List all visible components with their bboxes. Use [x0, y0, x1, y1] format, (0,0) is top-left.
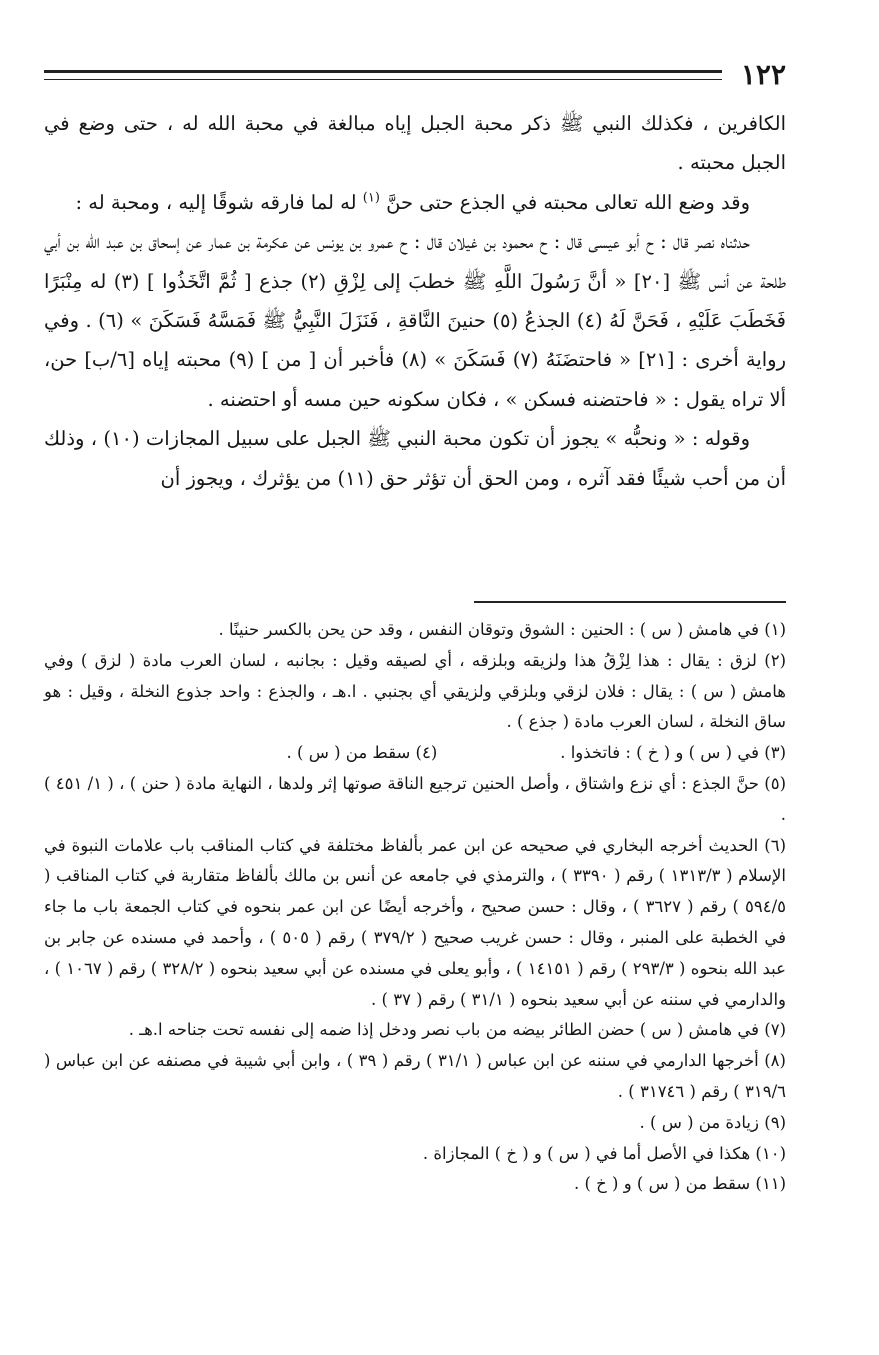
footnote-ref-1: (١) [362, 190, 380, 206]
footnote-10: (١٠) هكذا في الأصل أما في ( س ) و ( خ ) المجازاة . [422, 1143, 786, 1163]
footnote-5: (٥) حنَّ الجذع : أي نزع واشتاق ، وأصل الحنين ترجيع الناقة صوتها إثر ولدها ، النهاية مادة ( حنن ) ، ( ١/ ٤٥١ ) . [44, 773, 787, 824]
footnote-4: (٤) سقط من ( س ) . [286, 743, 438, 763]
page-number: ١٢٢ [740, 58, 786, 91]
footnote-2: (٢) لزق : يقال : هذا لِزْقُ هذا ولزيقه وبلزقه ، أي لصيقه وقيل : بجانبه ، لسان العرب مادة ( لزق ) وفي هامش ( س ) : يقال : فلان لزقي وبلزقي ولزيقي أي بجنبي . ا.هـ ، والجذع : واحد جذوع النخلة ، وقيل : هو ساق النخلة ، لسان العرب مادة ( جذع ) . [44, 650, 786, 732]
paragraph-2-text-b: له لما فارقه شوقًا إليه ، ومحبة له : [75, 190, 357, 214]
footnote-8: (٨) أخرجها الدارمي في سننه عن ابن عباس ( ٣١/١ ) رقم ( ٣٩ ) ، وابن أبي شيبة في مصنفه عن ابن عباس ( ٣١٩/٦ ) رقم ( ٣١٧٤٦ ) . [44, 1051, 786, 1101]
header-rule [44, 70, 722, 80]
footnote-row-3-4 [44, 738, 786, 769]
footnote-separator [474, 601, 786, 603]
main-text [44, 104, 786, 498]
paragraph-2-text-a: وقد وضع الله تعالى محبته في الجذع حتى حنَّ [386, 190, 750, 214]
page-header [44, 58, 786, 92]
footnote-9: (٩) زيادة من ( س ) . [639, 1112, 786, 1132]
paragraph-2 [44, 183, 786, 222]
footnote-1: (١) في هامش ( س ) : الحنين : الشوق وتوقان النفس ، وقد حن يحن بالكسر حنينًا . [218, 620, 786, 639]
paragraph-4: وقوله : « ونحبُّه » يجوز أن تكون محبة النبي ﷺ الجبل على سبيل المجازات (١٠) ، وذلك أن من أحب شيئًا فقد آثره ، ومن الحق أن تؤثر حق (١١) من يؤثرك ، ويجوز أن [44, 427, 786, 490]
footnote-11: (١١) سقط من ( س ) و ( خ ) . [573, 1174, 786, 1194]
footnote-6: (٦) الحديث أخرجه البخاري في صحيحه عن ابن عمر بألفاظ مختلفة في كتاب المناقب باب علامات النبوة في الإسلام ( ١٣١٣/٣ ) رقم ( ٣٣٩٠ ) ، والترمذي في جامعه عن أنس بن مالك بألفاظ متقاربة في كتاب المناقب ( ٥٩٤/٥ ) رقم ( ٣٦٢٧ ) ، وقال : حسن صحيح ، وأخرجه أيضًا عن ابن عمر بنحوه في كتاب الجمعة باب ما جاء في الخطبة على المنبر ، وقال : حسن غريب صحيح ( ٣٧٩/٢ ) رقم ( ٥٠٥ ) ، وأحمد في مسنده عن جابر بن عبد الله بنحوه ( ٢٩٣/٣ ) رقم ( ١٤١٥١ ) ، وأبو يعلى في مسنده عن أبي سعيد بنحوه ( ٣٢٨/٢ ) رقم ( ١٠٦٧ ) ، والدارمي في سننه عن أبي سعيد بنحوه ( ٣١/١ ) رقم ( ٣٧ ) . [44, 835, 786, 1009]
paragraph-1: الكافرين ، فكذلك النبي ﷺ ذكر محبة الجبل إياه مبالغة في محبة الله له ، حتى وضع في الجبل محبته . [44, 112, 786, 175]
footnotes [44, 615, 786, 1200]
footnote-3: (٣) في ( س ) و ( خ ) : فاتخذوا . [560, 743, 786, 763]
paragraph-3: حدثناه نصر قال : ح أبو عيسى قال : ح محمود بن غيلان قال : ح عمرو بن يونس عن عكرمة بن عمار عن إسحاق بن عبد الله بن أبي طلحة عن أنس ﷺ [٢٠] « أنَّ رَسُولَ اللَّهِ ﷺ خطبَ إلى لِزْقِ (٢) جذع [ ثُمَّ اتَّخَذُوا ] (٣) له مِنْبَرًا فَخَطَبَ عَلَيْهِ ، فَحَنَّ لَهُ (٤) الجذعُ (٥) حنينَ النَّاقةِ ، فَنَزَلَ النَّبِيُّ ﷺ فَمَسَّهُ فَسَكَنَ » (٦) . وفي رواية أخرى : [٢١] « فاحتضَنَهُ (٧) فَسَكَنَ » (٨) فأخبر أن [ من ] (٩) محبته إياه [٦/ب] حن، ألا تراه يقول : « فاحتضنه فسكن » ، فكان سكونه حين مسه أو احتضنه . [44, 230, 787, 411]
footnote-7: (٧) في هامش ( س ) حضن الطائر بيضه من باب نصر ودخل إذا ضمه إلى نفسه تحت جناحه ا.هـ . [128, 1020, 786, 1040]
